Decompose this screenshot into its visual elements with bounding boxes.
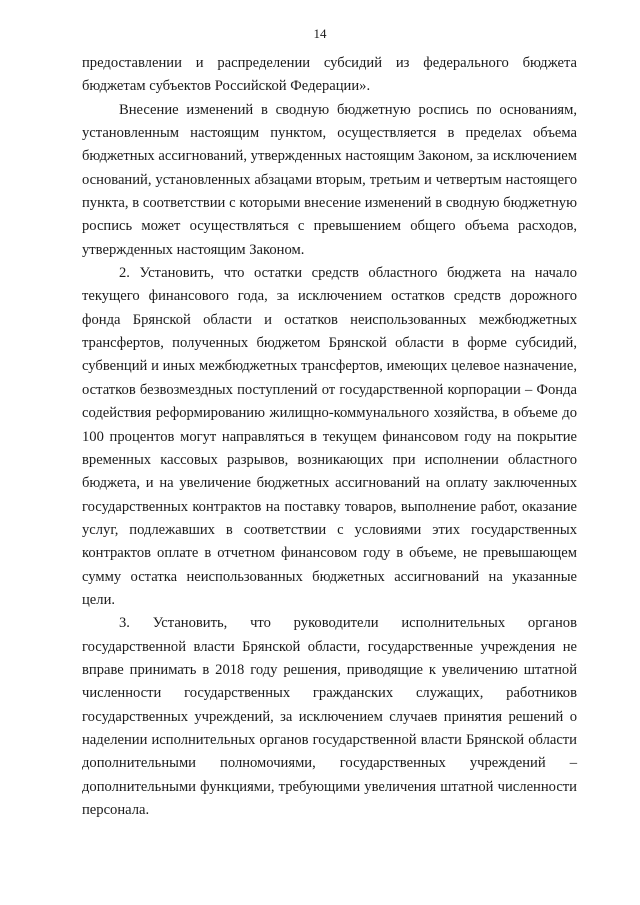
page-number: 14 (313, 26, 327, 41)
paragraph-item-2-budget-balances: 2. Установить, что остатки средств областного бюджета на начало текущего финансового года, за исключением остатков средств дорожного фонда Брянской области и остатков неиспользованных межбюджетных трансфертов, полученных бюджетом Брянской области в форме субсидий, субвенций и иных межбюджетных трансфертов, имеющих целевое назначение, остатков безвозмездных поступлений от государственной корпорации – Фонда содействия реформированию жилищно-коммунального хозяйства, в объеме до 100 процентов могут направляться в текущем финансовом году на покрытие временных кассовых разрывов, возникающих при исполнении областного бюджета, и на увеличение бюджетных ассигнований на оплату заключенных государственных контрактов на поставку товаров, выполнение работ, оказание услуг, подлежавших в соответствии с условиями этих государственных контрактов оплате в отчетном финансовом году в объеме, не превышающем сумму остатка неиспользованных бюджетных ассигнований на указанные цели. (82, 265, 577, 608)
paragraph-budget-amendments: Внесение изменений в сводную бюджетную роспись по основаниям, установленным настоящим пунктом, осуществляется в пределах объема бюджетных ассигнований, утвержденных настоящим Законом, за исключением оснований, установленных абзацами вторым, третьим и четвертым настоящего пункта, в соответствии с которыми внесение изменений в сводную бюджетную роспись может осуществляться с превышением общего объема расходов, утвержденных настоящим Законом. (82, 101, 577, 258)
paragraph-item-3-staffing: 3. Установить, что руководители исполнительных органов государственной власти Брянской области, государственные учреждения не вправе принимать в 2018 году решения, приводящие к увеличению штатной численности государственных гражданских служащих, работников государственных учреждений, за исключением случаев принятия решений о наделении исполнительных органов государственной власти Брянской области дополнительными полномочиями, государственных учреждений – дополнительными функциями, требующими увеличения штатной численности персонала. (82, 615, 577, 818)
paragraph-continuation: предоставлении и распределении субсидий из федерального бюджета бюджетам субъектов Российской Федерации». (82, 55, 577, 95)
document-body (82, 52, 577, 822)
